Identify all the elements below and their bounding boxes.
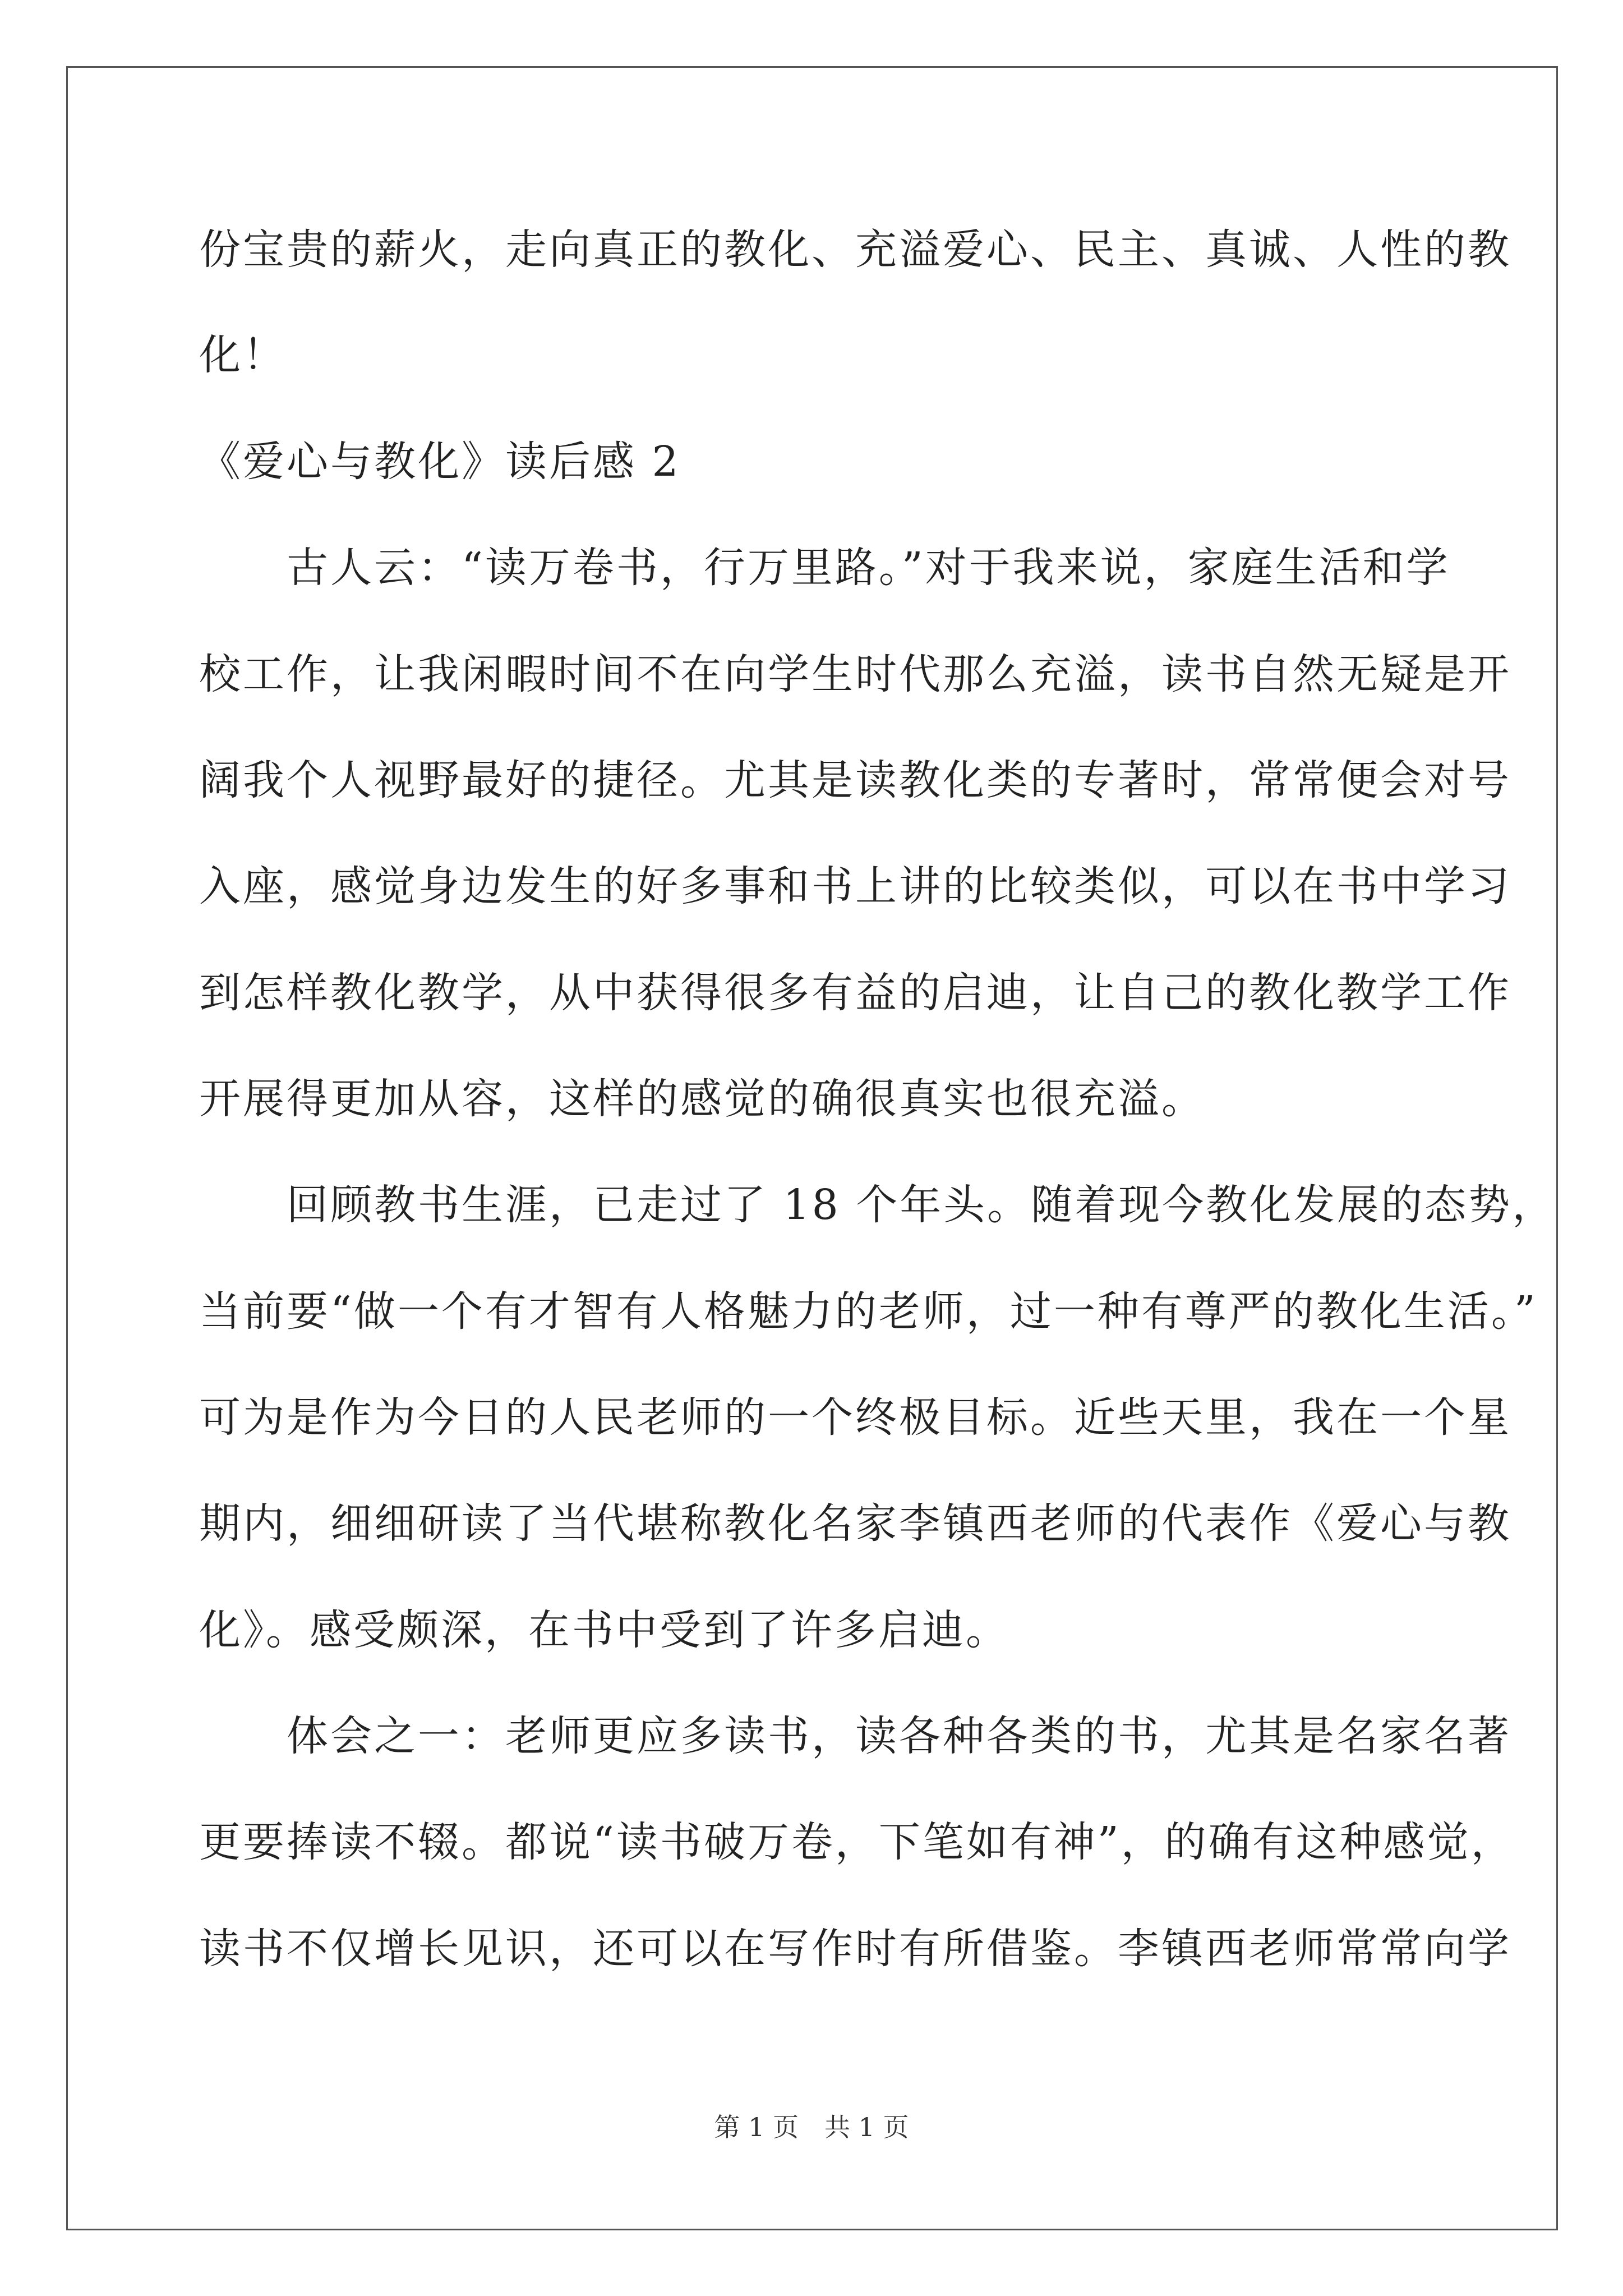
page-border	[66, 66, 1558, 2230]
paragraph-start: 体会之一：老师更应多读书，读各种各类的书，尤其是名家名著	[199, 1712, 1511, 1760]
text-line: 份宝贵的薪火，走向真正的教化、充溢爱心、民主、真诚、人性的教	[199, 226, 1511, 274]
text-line: 到怎样教化教学，从中获得很多有益的启迪，让自己的教化教学工作	[199, 969, 1511, 1017]
text-line: 化》。感受颇深，在书中受到了许多启迪。	[199, 1606, 1009, 1654]
text-line: 校工作，让我闲暇时间不在向学生时代那么充溢，读书自然无疑是开	[199, 650, 1511, 698]
text-line: 期内，细细研读了当代堪称教化名家李镇西老师的代表作《爱心与教	[199, 1499, 1511, 1548]
text-line: 更要捧读不辍。都说“读书破万卷，下笔如有神”，的确有这种感觉，	[199, 1818, 1515, 1866]
page-footer: 第 1 页 共 1 页	[714, 2112, 909, 2142]
paragraph-start: 回顾教书生涯，已走过了 18 个年头。随着现今教化发展的态势，	[199, 1181, 1556, 1229]
text-line: 入座，感觉身边发生的好多事和书上讲的比较类似，可以在书中学习	[199, 862, 1511, 910]
section-title: 《爱心与教化》读后感 2	[199, 438, 681, 486]
text-line: 当前要“做一个有才智有人格魅力的老师，过一种有尊严的教化生活。”	[199, 1287, 1538, 1336]
paragraph-start: 古人云：“读万卷书，行万里路。”对于我来说，家庭生活和学	[199, 544, 1450, 592]
text-line: 阔我个人视野最好的捷径。尤其是读教化类的专著时，常常便会对号	[199, 756, 1511, 804]
text-line: 读书不仅增长见识，还可以在写作时有所借鉴。李镇西老师常常向学	[199, 1925, 1511, 1973]
text-line: 可为是作为今日的人民老师的一个终极目标。近些天里，我在一个星	[199, 1393, 1511, 1442]
text-line: 开展得更加从容，这样的感觉的确很真实也很充溢。	[199, 1075, 1205, 1123]
text-line: 化！	[199, 331, 287, 379]
